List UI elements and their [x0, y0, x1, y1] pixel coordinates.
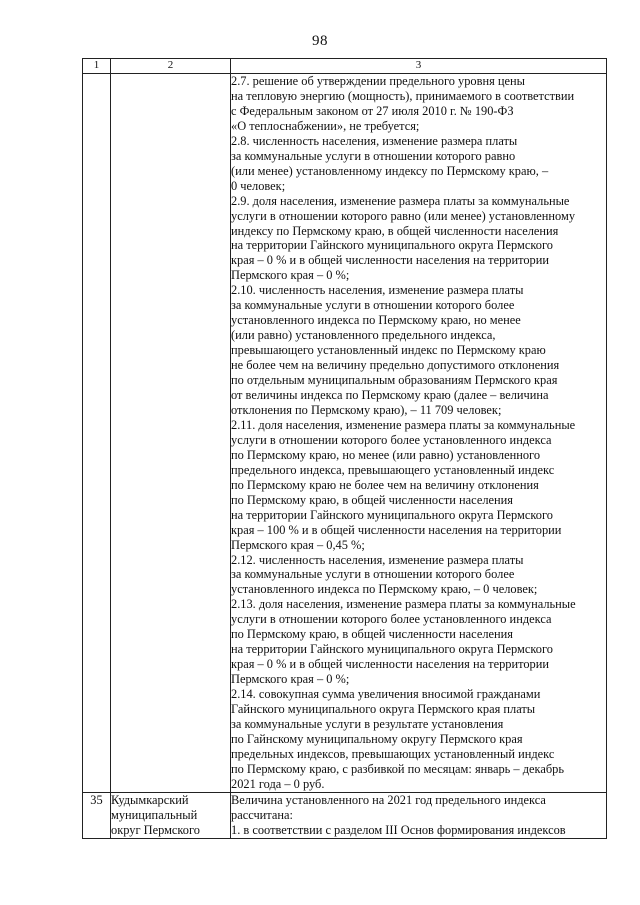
description-line: 2.14. совокупная сумма увеличения вносимой гражданами — [231, 687, 541, 702]
description-line: на территории Гайнского муниципального округа Пермского — [231, 507, 553, 522]
table-row — [83, 74, 607, 793]
description-line: Величина установленного на 2021 год предельного индекса — [231, 792, 546, 807]
description-line: предельного индекса, превышающего установленный индекс — [231, 462, 555, 477]
description-line: Пермского края – 0,45 %; — [231, 537, 365, 552]
description-line: края – 0 % и в общей численности населения на территории — [231, 253, 550, 268]
municipality-name-line: Кудымкарский — [111, 792, 189, 807]
description-line: услуги в отношении которого более установленного индекса — [231, 432, 552, 447]
description-line: за коммунальные услуги в отношении которого более — [231, 298, 515, 313]
description-line: Пермского края – 0 %; — [231, 268, 350, 283]
description-line: Пермского края – 0 %; — [231, 672, 350, 687]
description-line: по Гайнскому муниципальному округу Пермского края — [231, 731, 523, 746]
description-line: на территории Гайнского муниципального округа Пермского — [231, 238, 553, 253]
description-line: установленного индекса по Пермскому краю, но менее — [231, 313, 521, 328]
description-cell — [231, 74, 607, 793]
description-line: услуги в отношении которого равно (или менее) установленному — [231, 208, 576, 223]
description-line: по Пермскому краю, с разбивкой по месяцам: январь – декабрь — [231, 761, 564, 776]
description-line: по отдельным муниципальным образованиям Пермского края — [231, 373, 558, 388]
table-row — [83, 792, 607, 838]
description-line: по Пермскому краю, в общей численности населения — [231, 627, 513, 642]
description-line: отклонения по Пермскому краю), – 11 709 человек; — [231, 402, 502, 417]
description-line: края – 0 % и в общей численности населения на территории — [231, 657, 550, 672]
description-line: за коммунальные услуги в результате установления — [231, 716, 504, 731]
municipality-name-line: муниципальный — [111, 807, 198, 822]
content-table — [82, 58, 607, 839]
description-line: 1. в соответствии с разделом III Основ формирования индексов — [231, 822, 566, 837]
description-line: 2.13. доля населения, изменение размера платы за коммунальные — [231, 597, 576, 612]
row-number-cell — [83, 74, 111, 793]
description-line: установленного индекса по Пермскому краю, – 0 человек; — [231, 582, 538, 597]
description-cell — [231, 792, 607, 838]
description-line: на тепловую энергию (мощность), принимаемого в соответствии — [231, 88, 575, 103]
description-line: не более чем на величину предельно допустимого отклонения — [231, 358, 560, 373]
description-line: 2.10. численность населения, изменение размера платы — [231, 283, 524, 298]
table-header-row — [83, 59, 607, 74]
column-header-3: 3 — [231, 59, 607, 74]
row-number-cell: 35 — [83, 792, 111, 838]
municipality-name-line: округ Пермского — [111, 822, 200, 837]
municipality-name-cell — [111, 792, 231, 838]
description-line: Гайнского муниципального округа Пермского края платы — [231, 702, 536, 717]
description-line: (или равно) установленного предельного индекса, — [231, 328, 496, 343]
description-line: по Пермскому краю, в общей численности населения — [231, 492, 513, 507]
description-line: (или менее) установленному индексу по Пермскому краю, – — [231, 163, 549, 178]
description-line: услуги в отношении которого более установленного индекса — [231, 612, 552, 627]
description-line: предельных индексов, превышающих установленный индекс — [231, 746, 555, 761]
description-line: 2021 года – 0 руб. — [231, 776, 325, 791]
description-line: 2.12. численность населения, изменение размера платы — [231, 552, 524, 567]
column-header-2: 2 — [111, 59, 231, 74]
description-line: 2.7. решение об утверждении предельного уровня цены — [231, 74, 525, 88]
description-line: «О теплоснабжении», не требуется; — [231, 118, 420, 133]
description-line: за коммунальные услуги в отношении которого равно — [231, 148, 516, 163]
page-number: 98 — [312, 33, 328, 49]
description-line: 0 человек; — [231, 178, 286, 193]
description-line: по Пермскому краю не более чем на величину отклонения — [231, 477, 539, 492]
description-line: за коммунальные услуги в отношении которого более — [231, 567, 515, 582]
description-line: края – 100 % и в общей численности населения на территории — [231, 522, 562, 537]
description-line: на территории Гайнского муниципального округа Пермского — [231, 642, 553, 657]
description-line: от величины индекса по Пермскому краю (далее – величина — [231, 388, 549, 403]
municipality-name-cell — [111, 74, 231, 793]
column-header-1: 1 — [83, 59, 111, 74]
description-line: по Пермскому краю, но менее (или равно) установленного — [231, 447, 541, 462]
description-line: 2.8. численность населения, изменение размера платы — [231, 133, 518, 148]
description-line: с Федеральным законом от 27 июля 2010 г. № 190-ФЗ — [231, 103, 514, 118]
description-line: превышающего установленный индекс по Пермскому краю — [231, 343, 546, 358]
description-line: 2.9. доля населения, изменение размера платы за коммунальные — [231, 193, 570, 208]
description-line: рассчитана: — [231, 807, 293, 822]
description-line: 2.11. доля населения, изменение размера платы за коммунальные — [231, 417, 576, 432]
description-line: индексу по Пермскому краю, в общей численности населения — [231, 223, 559, 238]
